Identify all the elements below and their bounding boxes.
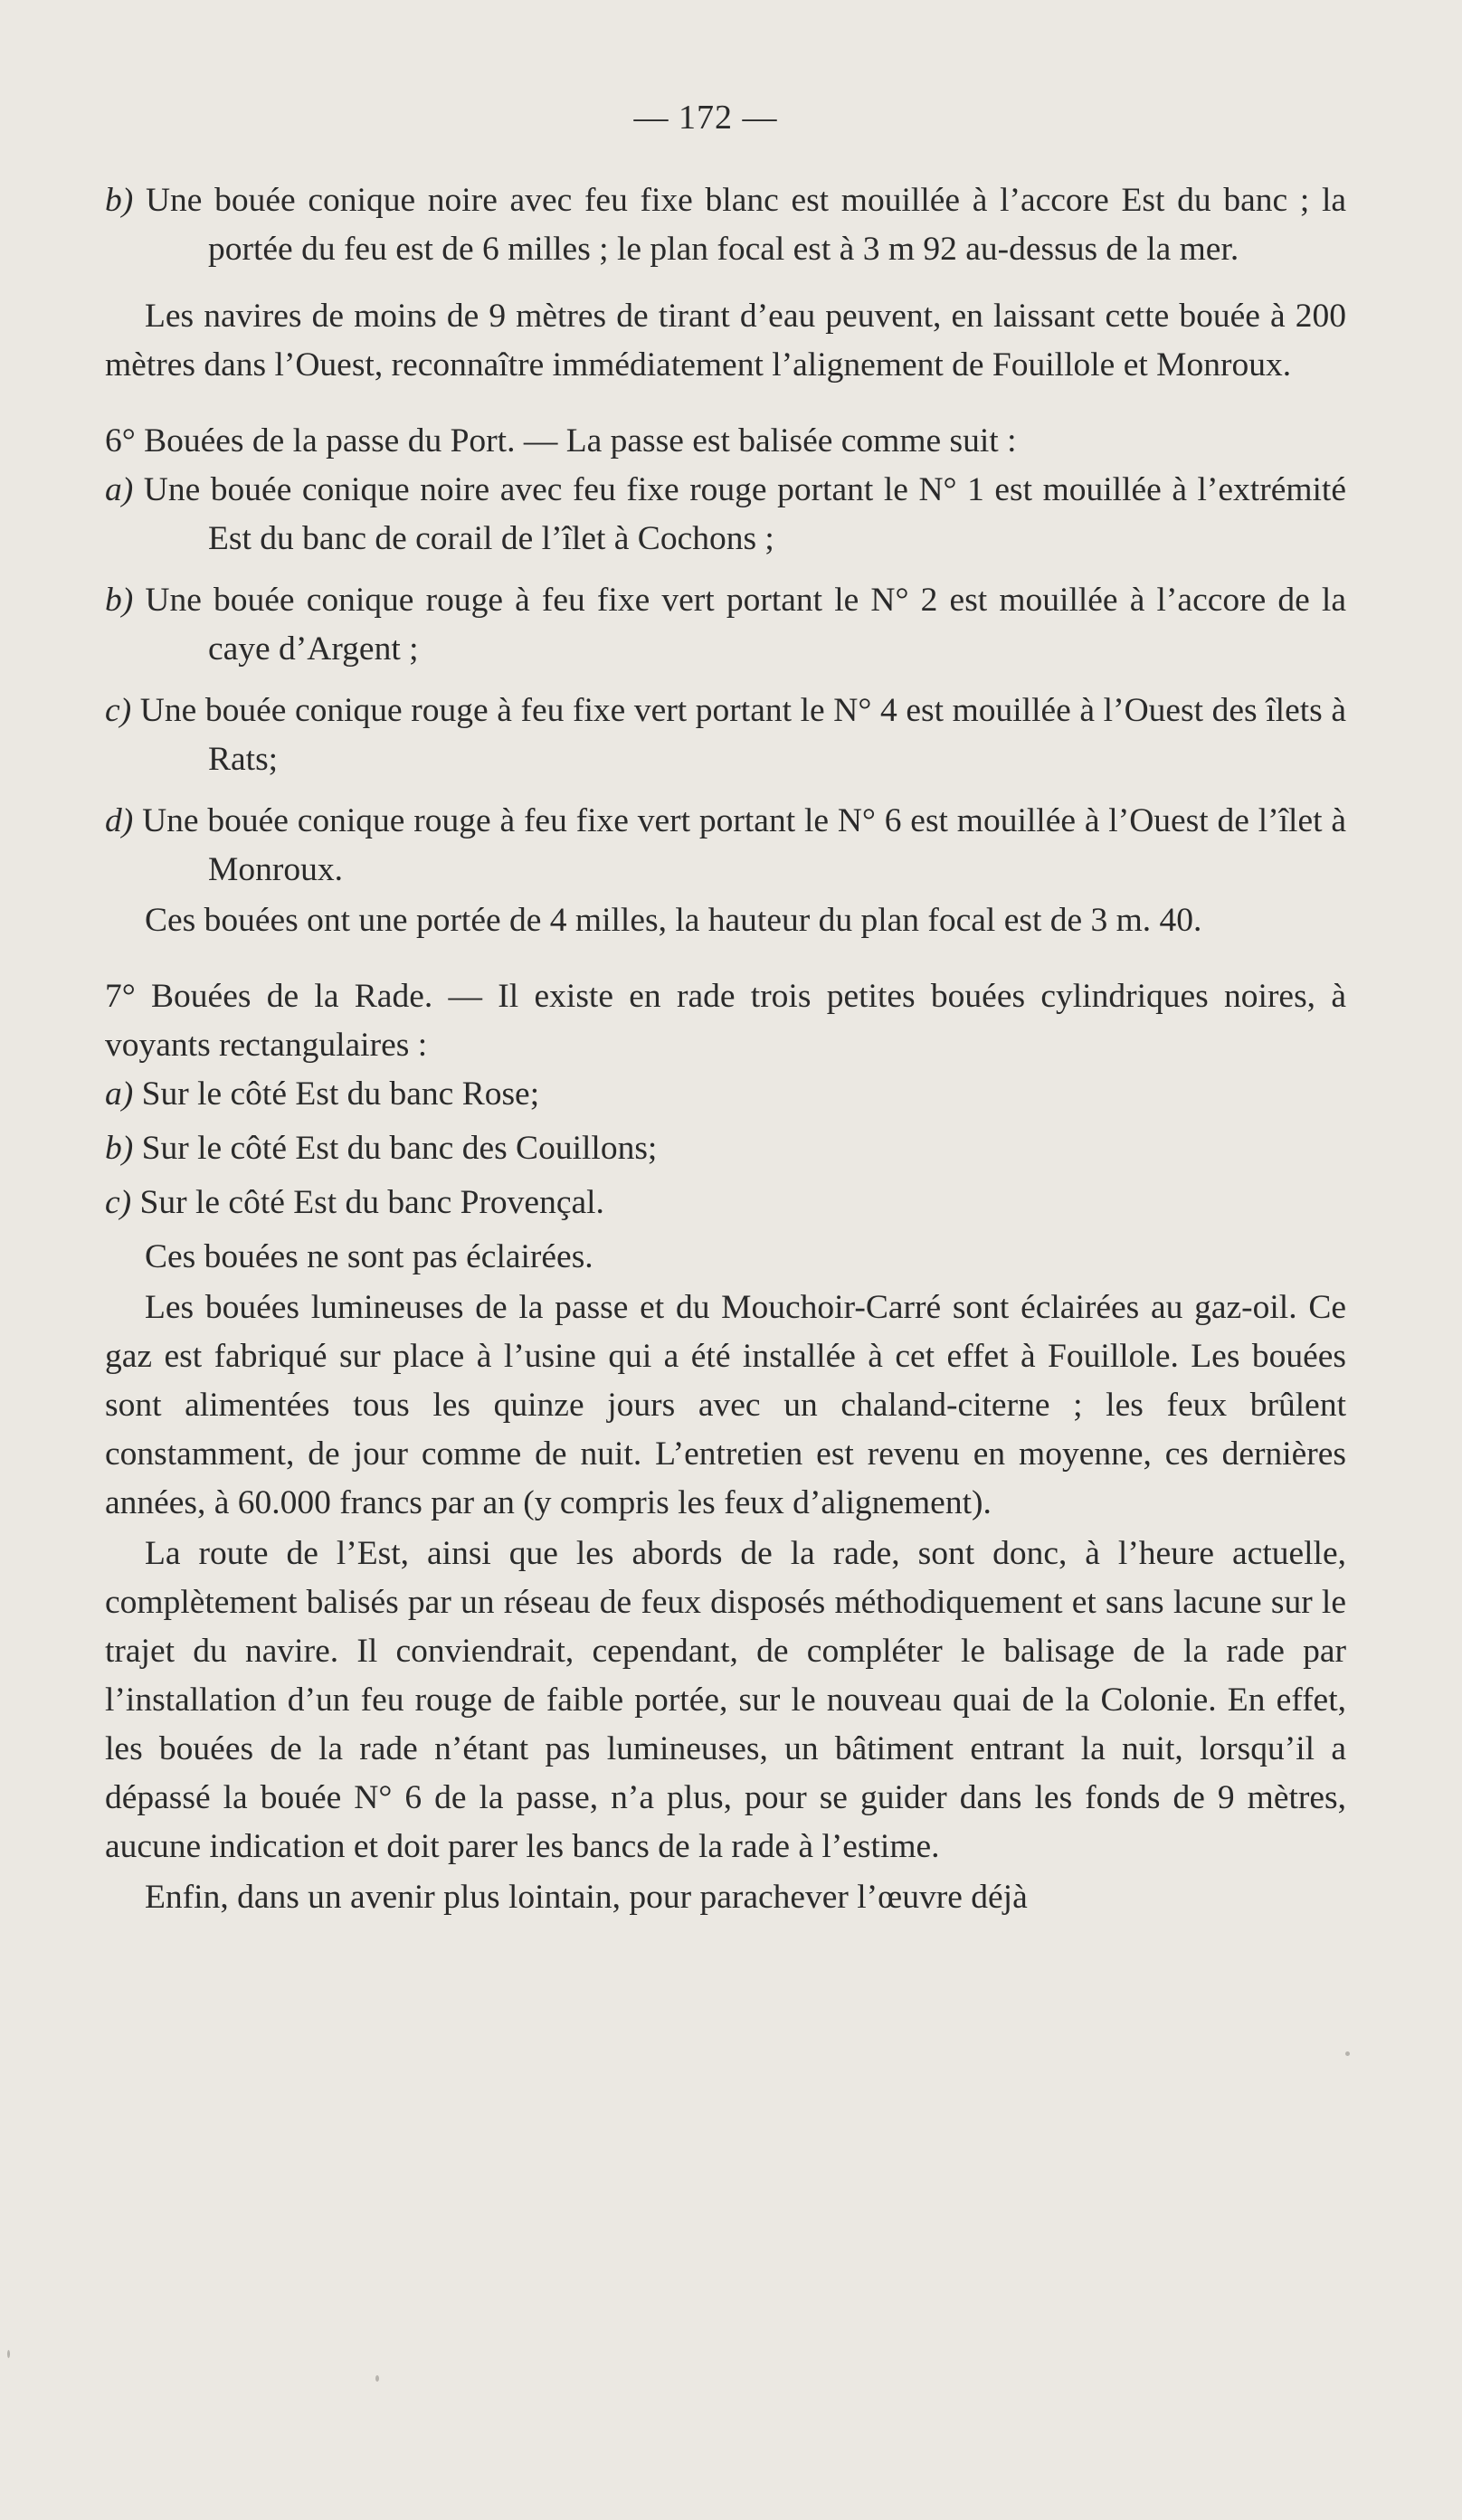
list-marker: c) [105,1184,132,1221]
scan-speck [7,2350,10,2358]
list-item-text: Sur le côté Est du banc Rose; [141,1075,540,1113]
section-heading: 6° Bouées de la passe du Port. — La passe est balisée comme suit : [105,422,1017,459]
paragraph: Enfin, dans un avenir plus lointain, pour parachever l’œuvre déjà [145,1879,1028,1916]
list-item [105,176,1346,274]
list-marker: d) [105,802,134,839]
list-marker: c) [105,692,132,729]
list-item-text: Une bouée conique noire avec feu fixe rouge portant le N° 1 est mouillée à l’extrémité Est du banc de corail de l’îlet à Cochons ; [143,471,1346,557]
paragraph: Ces bouées ne sont pas éclairées. [145,1238,593,1275]
list-item-text: Une bouée conique noire avec feu fixe blanc est mouillée à l’accore Est du banc ; la portée du feu est de 6 milles ; le plan focal est à 3 m 92 au-dessus de la mer. [145,182,1347,268]
list-item [105,797,1346,895]
list-marker: a) [105,471,134,508]
list-item-text: Une bouée conique rouge à feu fixe vert portant le N° 2 est mouillée à l’accore de la caye d’Argent ; [145,582,1346,668]
list-item [105,1124,1346,1173]
list-item-text: Une bouée conique rouge à feu fixe vert portant le N° 6 est mouillée à l’Ouest de l’îlet à Monroux. [142,802,1346,888]
list-marker: a) [105,1075,134,1113]
list-marker: b) [105,582,134,619]
list-item-text: Une bouée conique rouge à feu fixe vert portant le N° 4 est mouillée à l’Ouest des îlets à Rats; [139,692,1346,778]
list-item [105,576,1346,674]
list-item [105,1070,1346,1119]
list-item-text: Sur le côté Est du banc Provençal. [139,1184,604,1221]
paragraph: Les navires de moins de 9 mètres de tirant d’eau peuvent, en laissant cette bouée à 200 mètres dans l’Ouest, reconnaître immédiatement l’alignement de Fouillole et Monroux. [105,298,1346,384]
list-item-text: Sur le côté Est du banc des Couillons; [141,1130,658,1167]
list-marker: b) [105,182,134,219]
list-item [105,687,1346,784]
list-item [105,466,1346,564]
page-number: — 172 — [633,99,778,137]
list-marker: b) [105,1130,134,1167]
scan-speck [1345,2051,1350,2056]
page-body [105,176,1346,1922]
paragraph: Ces bouées ont une portée de 4 milles, la hauteur du plan focal est de 3 m. 40. [145,902,1202,939]
paragraph: La route de l’Est, ainsi que les abords de la rade, sont donc, à l’heure actuelle, complètement balisés par un réseau de feux disposés méthodiquement et sans lacune sur le trajet du navire. Il conviendrait, cependant, de compléter le balisage de la rade par l’installation d’un feu rouge de faible portée, sur le nouveau quai de la Colonie. En effet, les bouées de la rade n’étant pas lumineuses, un bâtiment entrant la nuit, lorsqu’il a dépassé la bouée N° 6 de la passe, n’a plus, pour se guider dans les fonds de 9 mètres, aucune indication et doit parer les bancs de la rade à l’estime. [105,1535,1346,1865]
paragraph: Les bouées lumineuses de la passe et du Mouchoir-Carré sont éclairées au gaz-oil. Ce gaz est fabriqué sur place à l’usine qui a été installée à cet effet à Fouillole. Les bouées sont alimentées tous les quinze jours avec un chaland-citerne ; les feux brûlent constamment, de jour comme de nuit. L’entretien est revenu en moyenne, ces dernières années, à 60.000 francs par an (y compris les feux d’alignement). [105,1289,1346,1521]
scan-speck [375,2375,379,2382]
section-heading: 7° Bouées de la Rade. — Il existe en rade trois petites bouées cylindriques noires, à voyants rectangulaires : [105,978,1346,1064]
list-item [105,1179,1346,1227]
